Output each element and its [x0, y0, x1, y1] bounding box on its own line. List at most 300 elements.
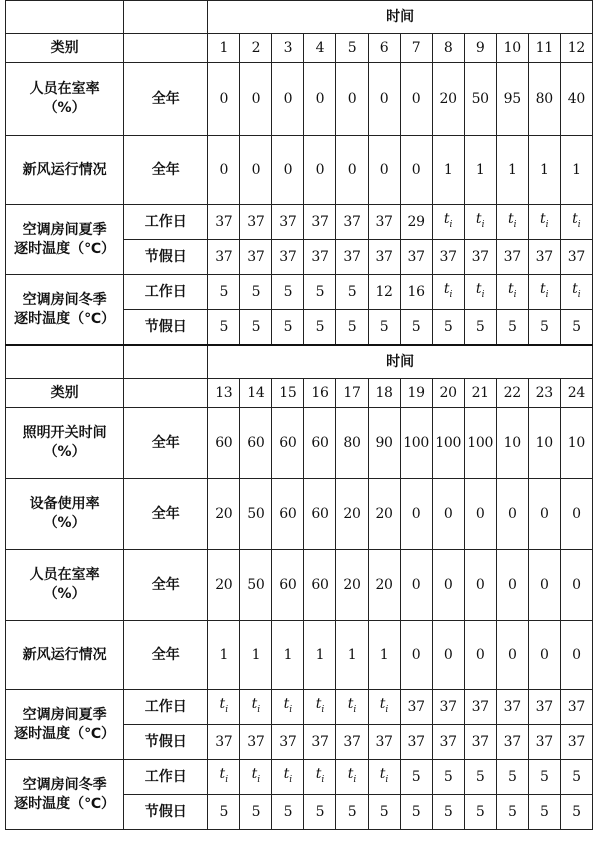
value-cell: [208, 690, 240, 725]
subscript-i: i: [353, 704, 357, 715]
row-label-line1: 空调房间冬季: [22, 291, 107, 308]
value-cell: 0: [304, 136, 336, 205]
hour-label: 1: [208, 34, 240, 63]
row-label-line1: 空调房间夏季: [22, 706, 107, 723]
subscript-i: i: [321, 704, 325, 715]
indoor-temp-symbol: t: [507, 280, 514, 297]
period-label: 工作日: [124, 760, 208, 795]
value-cell: 5: [432, 795, 464, 830]
value-cell: 20: [336, 479, 368, 550]
value-cell: 20: [368, 550, 400, 621]
subscript-i: i: [577, 219, 581, 230]
value-cell: 37: [560, 690, 592, 725]
value-cell: 37: [336, 725, 368, 760]
value-cell: 100: [464, 408, 496, 479]
value-cell: [496, 205, 528, 240]
indoor-temp-symbol: t: [475, 280, 482, 297]
blank-header-cell: [6, 345, 124, 379]
hour-label: 16: [304, 379, 336, 408]
value-cell: 5: [400, 760, 432, 795]
period-label: 工作日: [124, 205, 208, 240]
subscript-i: i: [577, 289, 581, 300]
value-cell: 37: [496, 725, 528, 760]
subscript-i: i: [385, 704, 389, 715]
value-cell: 5: [560, 310, 592, 346]
value-cell: 37: [336, 240, 368, 275]
value-cell: 0: [432, 621, 464, 690]
hour-label: 15: [272, 379, 304, 408]
value-cell: 0: [528, 479, 560, 550]
value-cell: 60: [304, 479, 336, 550]
indoor-temp-symbol: t: [507, 210, 514, 227]
period-label: 全年: [124, 550, 208, 621]
value-cell: 37: [464, 725, 496, 760]
row-label-line1: 设备使用率: [29, 496, 100, 512]
value-cell: 37: [240, 240, 272, 275]
value-cell: 37: [272, 205, 304, 240]
hour-label: 13: [208, 379, 240, 408]
row-label: [6, 690, 124, 760]
period-label: 全年: [124, 479, 208, 550]
value-cell: [560, 205, 592, 240]
indoor-temp-symbol: t: [443, 210, 450, 227]
value-cell: 5: [240, 310, 272, 346]
indoor-temp-symbol: t: [219, 695, 226, 712]
row-label-line1: 新风运行情况: [22, 646, 107, 663]
value-cell: 37: [208, 205, 240, 240]
temp-row-workday: [6, 275, 593, 310]
blank-header-cell: [124, 34, 208, 63]
value-cell: [240, 690, 272, 725]
value-cell: 0: [368, 136, 400, 205]
value-cell: 0: [496, 479, 528, 550]
subscript-i: i: [513, 219, 517, 230]
indoor-temp-symbol: t: [379, 695, 386, 712]
hour-label: 7: [400, 34, 432, 63]
value-cell: 29: [400, 205, 432, 240]
value-cell: 60: [272, 479, 304, 550]
schedule-table-wrapper: [5, 0, 593, 830]
subscript-i: i: [225, 704, 229, 715]
value-cell: 1: [272, 621, 304, 690]
value-cell: 0: [560, 550, 592, 621]
blank-header-cell: [6, 1, 124, 34]
value-cell: 5: [432, 310, 464, 346]
value-cell: [528, 275, 560, 310]
value-cell: 37: [240, 205, 272, 240]
value-cell: 1: [304, 621, 336, 690]
value-cell: 5: [336, 275, 368, 310]
value-cell: 37: [432, 725, 464, 760]
row-label: [6, 408, 124, 479]
subscript-i: i: [545, 219, 549, 230]
row-label: [6, 550, 124, 621]
value-cell: [336, 760, 368, 795]
schedule-table: [5, 0, 593, 830]
period-label: 节假日: [124, 795, 208, 830]
period-label: 全年: [124, 621, 208, 690]
value-cell: [208, 760, 240, 795]
indoor-temp-symbol: t: [347, 695, 354, 712]
value-cell: 37: [304, 725, 336, 760]
hour-label: 12: [560, 34, 592, 63]
value-cell: 60: [304, 408, 336, 479]
period-label: 全年: [124, 136, 208, 205]
data-row: [6, 63, 593, 136]
value-cell: 40: [560, 63, 592, 136]
value-cell: 0: [240, 136, 272, 205]
schedule-table-body: [6, 1, 593, 830]
value-cell: 37: [272, 240, 304, 275]
value-cell: 5: [368, 795, 400, 830]
value-cell: 0: [336, 63, 368, 136]
value-cell: 5: [496, 310, 528, 346]
hour-label: 24: [560, 379, 592, 408]
indoor-temp-symbol: t: [540, 210, 546, 227]
subscript-i: i: [289, 704, 293, 715]
value-cell: 5: [208, 275, 240, 310]
period-label: 全年: [124, 408, 208, 479]
value-cell: [368, 760, 400, 795]
value-cell: 37: [528, 690, 560, 725]
row-label-line2: （%）: [43, 444, 86, 460]
value-cell: [368, 690, 400, 725]
blank-header-cell: [124, 379, 208, 408]
value-cell: 5: [560, 760, 592, 795]
blank-header-cell: [124, 1, 208, 34]
value-cell: 0: [272, 63, 304, 136]
value-cell: 0: [208, 63, 240, 136]
hour-label: 5: [336, 34, 368, 63]
value-cell: 5: [272, 275, 304, 310]
value-cell: 5: [432, 760, 464, 795]
value-cell: 100: [432, 408, 464, 479]
indoor-temp-symbol: t: [572, 280, 578, 297]
subscript-i: i: [481, 289, 485, 300]
indoor-temp-symbol: t: [379, 765, 386, 782]
value-cell: 5: [528, 795, 560, 830]
period-label: 工作日: [124, 690, 208, 725]
value-cell: 0: [464, 550, 496, 621]
category-header: 类别: [6, 379, 124, 408]
value-cell: [432, 205, 464, 240]
value-cell: [432, 275, 464, 310]
indoor-temp-symbol: t: [347, 765, 354, 782]
value-cell: 0: [400, 479, 432, 550]
value-cell: 37: [368, 240, 400, 275]
value-cell: 5: [304, 275, 336, 310]
subscript-i: i: [449, 219, 453, 230]
value-cell: [528, 205, 560, 240]
value-cell: [336, 690, 368, 725]
value-cell: 60: [272, 408, 304, 479]
row-label-line2: （%）: [43, 586, 86, 602]
hour-label: 4: [304, 34, 336, 63]
row-label-line1: 照明开关时间: [22, 425, 107, 441]
value-cell: 37: [304, 205, 336, 240]
row-label: [6, 136, 124, 205]
value-cell: 37: [272, 725, 304, 760]
value-cell: 37: [496, 240, 528, 275]
value-cell: 0: [464, 621, 496, 690]
value-cell: [496, 275, 528, 310]
row-label-line2: 逐时温度（℃）: [14, 795, 116, 812]
value-cell: [272, 760, 304, 795]
value-cell: 37: [464, 240, 496, 275]
row-label: [6, 205, 124, 275]
value-cell: 5: [336, 795, 368, 830]
data-row: [6, 550, 593, 621]
value-cell: 5: [240, 275, 272, 310]
time-header-row: [6, 345, 593, 379]
value-cell: 20: [208, 479, 240, 550]
period-label: 节假日: [124, 310, 208, 346]
category-header: 类别: [6, 34, 124, 63]
indoor-temp-symbol: t: [315, 695, 322, 712]
value-cell: 20: [208, 550, 240, 621]
value-cell: 80: [528, 63, 560, 136]
hour-label: 10: [496, 34, 528, 63]
value-cell: 0: [240, 63, 272, 136]
value-cell: 10: [496, 408, 528, 479]
row-label-line1: 人员在室率: [29, 81, 100, 97]
hour-label: 19: [400, 379, 432, 408]
data-row: [6, 621, 593, 690]
hour-label: 11: [528, 34, 560, 63]
value-cell: 5: [496, 795, 528, 830]
value-cell: 5: [208, 310, 240, 346]
value-cell: 50: [464, 63, 496, 136]
row-label-line1: 空调房间冬季: [22, 776, 107, 793]
subscript-i: i: [545, 289, 549, 300]
value-cell: 37: [400, 690, 432, 725]
data-row: [6, 408, 593, 479]
value-cell: 0: [272, 136, 304, 205]
time-header: 时间: [208, 1, 593, 34]
hour-label: 6: [368, 34, 400, 63]
indoor-temp-symbol: t: [540, 280, 546, 297]
hour-label: 9: [464, 34, 496, 63]
value-cell: 0: [208, 136, 240, 205]
value-cell: 37: [400, 240, 432, 275]
value-cell: [272, 690, 304, 725]
value-cell: 1: [432, 136, 464, 205]
value-cell: [464, 205, 496, 240]
temp-row-workday: [6, 205, 593, 240]
indoor-temp-symbol: t: [572, 210, 578, 227]
value-cell: 1: [528, 136, 560, 205]
value-cell: [304, 760, 336, 795]
value-cell: 0: [528, 621, 560, 690]
data-row: [6, 136, 593, 205]
value-cell: 60: [304, 550, 336, 621]
indoor-temp-symbol: t: [283, 765, 290, 782]
value-cell: 60: [208, 408, 240, 479]
subscript-i: i: [449, 289, 453, 300]
value-cell: 5: [464, 795, 496, 830]
row-label: [6, 63, 124, 136]
value-cell: 90: [368, 408, 400, 479]
value-cell: 37: [240, 725, 272, 760]
subscript-i: i: [257, 774, 261, 785]
value-cell: 5: [304, 795, 336, 830]
subscript-i: i: [513, 289, 517, 300]
value-cell: 5: [528, 760, 560, 795]
value-cell: 5: [272, 795, 304, 830]
value-cell: [240, 760, 272, 795]
value-cell: 0: [400, 63, 432, 136]
value-cell: 5: [240, 795, 272, 830]
hour-label: 21: [464, 379, 496, 408]
temp-row-workday: [6, 760, 593, 795]
row-label-line2: （%）: [43, 515, 86, 531]
value-cell: [304, 690, 336, 725]
value-cell: 37: [528, 240, 560, 275]
value-cell: 0: [560, 479, 592, 550]
subscript-i: i: [481, 219, 485, 230]
value-cell: 0: [496, 550, 528, 621]
hour-label: 23: [528, 379, 560, 408]
value-cell: 0: [432, 479, 464, 550]
value-cell: 37: [560, 725, 592, 760]
subscript-i: i: [353, 774, 357, 785]
value-cell: 37: [208, 240, 240, 275]
value-cell: 37: [304, 240, 336, 275]
value-cell: 50: [240, 479, 272, 550]
value-cell: 1: [208, 621, 240, 690]
period-label: 工作日: [124, 275, 208, 310]
value-cell: 0: [432, 550, 464, 621]
row-label-line2: （%）: [43, 100, 86, 116]
hour-label: 3: [272, 34, 304, 63]
value-cell: 60: [272, 550, 304, 621]
value-cell: 60: [240, 408, 272, 479]
value-cell: 16: [400, 275, 432, 310]
hour-label: 8: [432, 34, 464, 63]
row-label-line1: 新风运行情况: [22, 161, 107, 178]
value-cell: 80: [336, 408, 368, 479]
subscript-i: i: [385, 774, 389, 785]
value-cell: 5: [560, 795, 592, 830]
value-cell: 0: [400, 621, 432, 690]
hour-label: 22: [496, 379, 528, 408]
indoor-temp-symbol: t: [315, 765, 322, 782]
value-cell: 37: [432, 240, 464, 275]
subscript-i: i: [225, 774, 229, 785]
value-cell: 37: [336, 205, 368, 240]
period-label: 节假日: [124, 240, 208, 275]
value-cell: 37: [368, 725, 400, 760]
value-cell: 37: [528, 725, 560, 760]
indoor-temp-symbol: t: [443, 280, 450, 297]
value-cell: 1: [240, 621, 272, 690]
value-cell: 0: [464, 479, 496, 550]
value-cell: [560, 275, 592, 310]
time-header-row: [6, 1, 593, 34]
data-row: [6, 479, 593, 550]
value-cell: 5: [272, 310, 304, 346]
value-cell: 0: [304, 63, 336, 136]
row-label-line1: 空调房间夏季: [22, 221, 107, 238]
value-cell: 5: [496, 760, 528, 795]
hour-label: 20: [432, 379, 464, 408]
value-cell: 0: [336, 136, 368, 205]
subscript-i: i: [289, 774, 293, 785]
value-cell: [464, 275, 496, 310]
value-cell: 5: [528, 310, 560, 346]
value-cell: 1: [336, 621, 368, 690]
period-label: 全年: [124, 63, 208, 136]
row-label: [6, 275, 124, 346]
hour-header-row: [6, 34, 593, 63]
row-label-line1: 人员在室率: [29, 567, 100, 583]
value-cell: 37: [368, 205, 400, 240]
indoor-temp-symbol: t: [475, 210, 482, 227]
indoor-temp-symbol: t: [251, 695, 258, 712]
value-cell: 100: [400, 408, 432, 479]
row-label-line2: 逐时温度（℃）: [14, 240, 116, 257]
value-cell: 5: [464, 310, 496, 346]
indoor-temp-symbol: t: [283, 695, 290, 712]
value-cell: 0: [528, 550, 560, 621]
value-cell: 50: [240, 550, 272, 621]
hour-label: 14: [240, 379, 272, 408]
value-cell: 5: [304, 310, 336, 346]
hour-label: 18: [368, 379, 400, 408]
value-cell: 37: [208, 725, 240, 760]
row-label: [6, 479, 124, 550]
period-label: 节假日: [124, 725, 208, 760]
hour-label: 2: [240, 34, 272, 63]
indoor-temp-symbol: t: [219, 765, 226, 782]
value-cell: 37: [400, 725, 432, 760]
temp-row-workday: [6, 690, 593, 725]
value-cell: 1: [560, 136, 592, 205]
value-cell: 20: [368, 479, 400, 550]
value-cell: 5: [464, 760, 496, 795]
hour-label: 17: [336, 379, 368, 408]
row-label-line2: 逐时温度（℃）: [14, 725, 116, 742]
row-label: [6, 760, 124, 830]
indoor-temp-symbol: t: [251, 765, 258, 782]
value-cell: 37: [432, 690, 464, 725]
blank-header-cell: [124, 345, 208, 379]
value-cell: 1: [496, 136, 528, 205]
value-cell: 37: [560, 240, 592, 275]
subscript-i: i: [257, 704, 261, 715]
value-cell: 20: [336, 550, 368, 621]
value-cell: 0: [560, 621, 592, 690]
value-cell: 0: [400, 550, 432, 621]
value-cell: 10: [528, 408, 560, 479]
value-cell: 37: [496, 690, 528, 725]
value-cell: 5: [336, 310, 368, 346]
value-cell: 0: [368, 63, 400, 136]
value-cell: 0: [496, 621, 528, 690]
value-cell: 1: [368, 621, 400, 690]
value-cell: 1: [464, 136, 496, 205]
value-cell: 95: [496, 63, 528, 136]
time-header: 时间: [208, 345, 593, 379]
value-cell: 5: [400, 795, 432, 830]
value-cell: 12: [368, 275, 400, 310]
row-label: [6, 621, 124, 690]
hour-header-row: [6, 379, 593, 408]
value-cell: 5: [400, 310, 432, 346]
value-cell: 5: [208, 795, 240, 830]
value-cell: 10: [560, 408, 592, 479]
row-label-line2: 逐时温度（℃）: [14, 310, 116, 327]
